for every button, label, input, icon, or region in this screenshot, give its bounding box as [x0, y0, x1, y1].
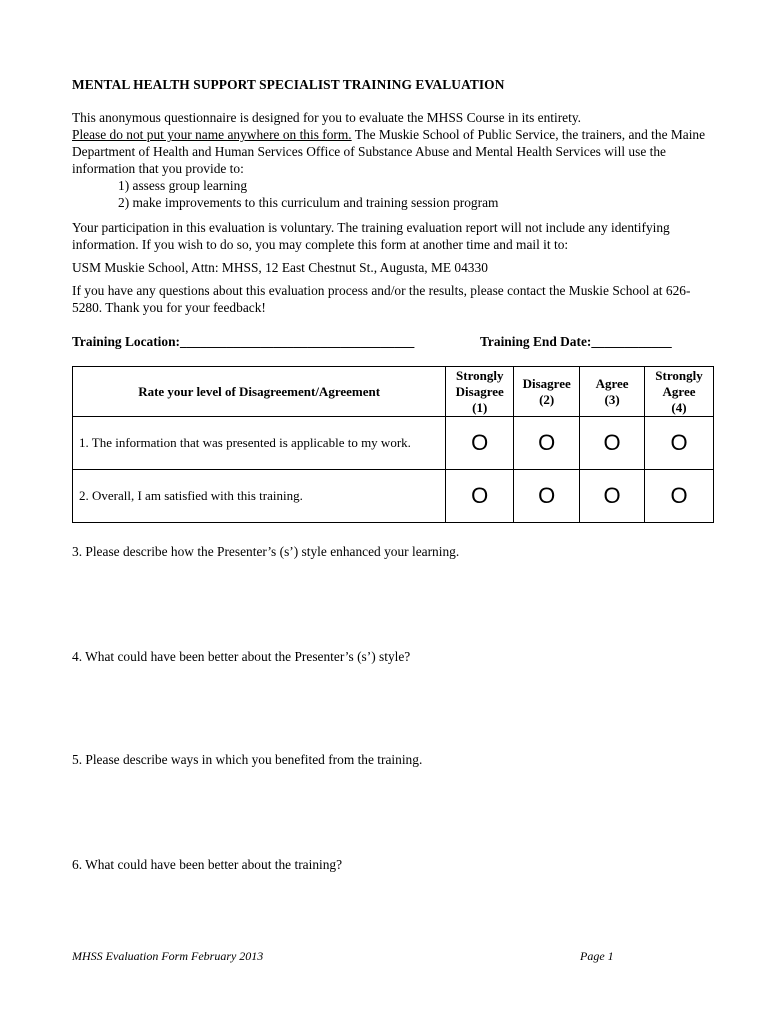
no-name-instruction: Please do not put your name anywhere on this form. [72, 127, 352, 142]
purpose-item-2: 2) make improvements to this curriculum and training session program [118, 195, 499, 210]
training-location-field[interactable]: Training Location:___________________________________ [72, 334, 415, 349]
option-strongly-agree[interactable]: O [645, 417, 714, 470]
mailing-address: USM Muskie School, Attn: MHSS, 12 East Chestnut St., Augusta, ME 04330 [72, 260, 488, 275]
rating-header-row [73, 367, 714, 417]
open-question-5: 5. Please describe ways in which you benefited from the training. [72, 752, 423, 767]
open-question-3: 3. Please describe how the Presenter’s (s’) style enhanced your learning. [72, 544, 460, 559]
footer-form-name: MHSS Evaluation Form February 2013 [72, 949, 264, 963]
scale-strongly-disagree: Strongly Disagree (1) [446, 367, 514, 417]
scale-agree: Agree (3) [580, 367, 645, 417]
scale-strongly-agree: Strongly Agree (4) [645, 367, 714, 417]
option-disagree[interactable]: O [514, 470, 580, 523]
open-question-4: 4. What could have been better about the Presenter’s (s’) style? [72, 649, 411, 664]
open-question-6: 6. What could have been better about the training? [72, 857, 343, 872]
rating-question: 2. Overall, I am satisfied with this training. [73, 470, 446, 523]
contact-paragraph: If you have any questions about this evaluation process and/or the results, please contact the Muskie School at 626-5280. Thank you for your feedback! [72, 283, 691, 315]
voluntary-paragraph: Your participation in this evaluation is voluntary. The training evaluation report will not include any identifying information. If you wish to do so, you may complete this form at another time and mail it to: [72, 220, 670, 252]
rating-row [73, 470, 714, 523]
rating-row [73, 417, 714, 470]
intro-line: This anonymous questionnaire is designed for you to evaluate the MHSS Course in its entirety. [72, 110, 582, 125]
scale-disagree: Disagree (2) [514, 367, 580, 417]
footer-page-number: Page 1 [580, 949, 614, 963]
rating-table [72, 366, 714, 523]
intro-rest: The Muskie School of Public Service, the trainers, and the Maine Department of Health and Human Services Office of Substance Abuse and Mental Health Services will use the information that you provide to: [72, 127, 706, 176]
rating-header-label: Rate your level of Disagreement/Agreement [73, 367, 446, 417]
purpose-item-1: 1) assess group learning [118, 178, 248, 193]
training-end-date-field[interactable]: Training End Date:____________ [480, 334, 672, 349]
option-strongly-disagree[interactable]: O [446, 470, 514, 523]
option-disagree[interactable]: O [514, 417, 580, 470]
page-footer [72, 948, 712, 965]
option-agree[interactable]: O [580, 417, 645, 470]
rating-question: 1. The information that was presented is applicable to my work. [73, 417, 446, 470]
option-strongly-disagree[interactable]: O [446, 417, 514, 470]
intro-instructions [72, 126, 712, 177]
form-title: MENTAL HEALTH SUPPORT SPECIALIST TRAINING EVALUATION [72, 77, 505, 92]
option-agree[interactable]: O [580, 470, 645, 523]
intro-block [72, 109, 712, 211]
option-strongly-agree[interactable]: O [645, 470, 714, 523]
training-fields [72, 333, 712, 350]
